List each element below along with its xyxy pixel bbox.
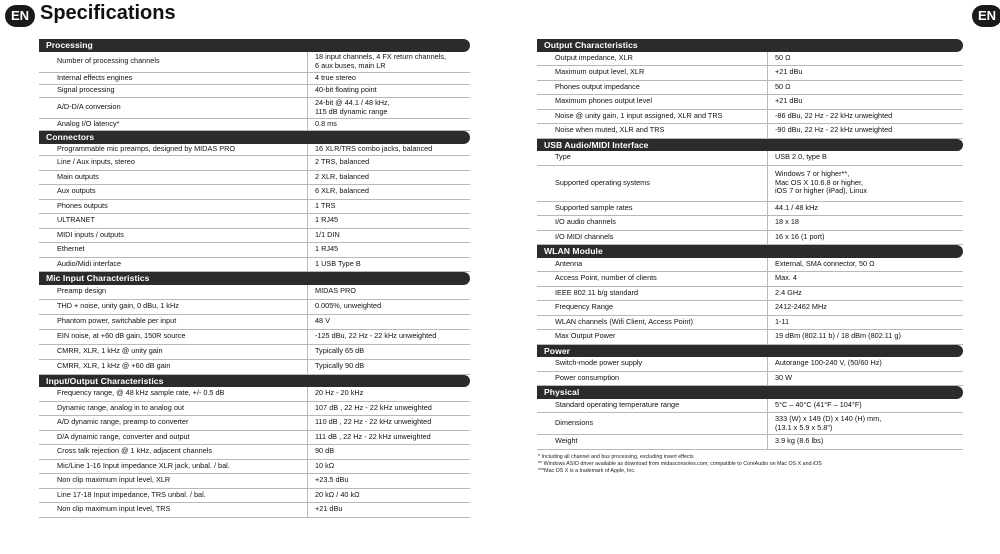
spec-label: Output impedance, XLR xyxy=(537,52,768,66)
spec-label: Dimensions xyxy=(537,413,768,434)
spec-value: Typically 90 dB xyxy=(315,361,365,371)
spec-row xyxy=(39,214,470,229)
spec-row xyxy=(537,399,963,414)
spec-row xyxy=(39,185,470,200)
spec-row xyxy=(537,202,963,217)
spec-value: 44.1 / 48 kHz xyxy=(775,202,818,212)
spec-label: Weight xyxy=(537,435,768,449)
section-header-mic-input-characteristics: Mic Input Characteristics xyxy=(39,272,470,285)
spec-value: 0.8 ms xyxy=(315,118,337,128)
spec-value: +21 dBu xyxy=(775,67,803,77)
spec-value: 2412-2462 MHz xyxy=(775,302,827,312)
spec-value: 1 USB Type B xyxy=(315,258,361,268)
spec-label: Max Output Power xyxy=(537,330,768,344)
spec-label: Noise when muted, XLR and TRS xyxy=(537,124,768,138)
spec-value: 6 XLR, balanced xyxy=(315,186,369,196)
spec-label: Aux outputs xyxy=(39,185,308,199)
spec-value: 48 V xyxy=(315,316,331,326)
spec-row xyxy=(39,243,470,258)
spec-value: 1 TRS xyxy=(315,200,336,210)
spec-row xyxy=(39,360,470,375)
spec-value: 0.005%, unweighted xyxy=(315,301,382,311)
spec-value: 2 TRS, balanced xyxy=(315,157,370,167)
spec-row xyxy=(537,357,963,372)
spec-label: CMRR, XLR, 1 kHz @ unity gain xyxy=(39,345,308,359)
spec-row xyxy=(39,402,470,417)
section-header-processing: Processing xyxy=(39,39,470,52)
section-header-power: Power xyxy=(537,345,963,358)
spec-row xyxy=(537,258,963,273)
spec-value: 4 true stereo xyxy=(315,72,356,82)
spec-value: 50 Ω xyxy=(775,81,791,91)
spec-row xyxy=(537,435,963,450)
spec-label: Cross talk rejection @ 1 kHz, adjacent channels xyxy=(39,445,308,459)
spec-label: Main outputs xyxy=(39,171,308,185)
language-badge: EN xyxy=(5,5,35,27)
spec-label: Signal processing xyxy=(39,85,308,97)
spec-row xyxy=(39,474,470,489)
page-title: Specifications xyxy=(40,2,176,24)
spec-row xyxy=(39,315,470,330)
left-spec-column xyxy=(39,39,470,518)
spec-row xyxy=(39,387,470,402)
spec-label: I/O audio channels xyxy=(537,216,768,230)
spec-value: 2.4 GHz xyxy=(775,287,802,297)
spec-value: +23.5 dBu xyxy=(315,475,349,485)
section-header-physical: Physical xyxy=(537,386,963,399)
spec-value: 90 dB xyxy=(315,446,335,456)
spec-value: 18 input channels, 4 FX return channels, 6 aux buses, main LR xyxy=(315,51,447,70)
language-badge-right: EN xyxy=(972,5,1000,27)
spec-label: Antenna xyxy=(537,258,768,272)
spec-row xyxy=(39,285,470,300)
spec-value: 333 (W) x 149 (D) x 140 (H) mm, (13.1 x 5.9 x 5.8") xyxy=(775,413,882,432)
spec-row xyxy=(537,95,963,110)
spec-row xyxy=(537,372,963,387)
spec-label: IEEE 802.11 b/g standard xyxy=(537,287,768,301)
spec-label: Noise @ unity gain, 1 input assigned, XLR and TRS xyxy=(537,110,768,124)
spec-row xyxy=(39,431,470,446)
spec-label: Programmable mic preamps, designed by MIDAS PRO xyxy=(39,144,308,156)
spec-label: Mic/Line 1-16 Input impedance XLR jack, unbal. / bal. xyxy=(39,460,308,474)
section-header-input-output-characteristics: Input/Output Characteristics xyxy=(39,375,470,388)
spec-label: Non clip maximum input level, TRS xyxy=(39,503,308,517)
spec-row xyxy=(39,200,470,215)
section-header-connectors: Connectors xyxy=(39,131,470,144)
spec-label: Dynamic range, analog in to analog out xyxy=(39,402,308,416)
spec-label: Phantom power, switchable per input xyxy=(39,315,308,329)
spec-value: 1 RJ45 xyxy=(315,244,339,254)
spec-row xyxy=(39,330,470,345)
spec-label: MIDI inputs / outputs xyxy=(39,229,308,243)
spec-label: Frequency Range xyxy=(537,301,768,315)
spec-value: 1 RJ45 xyxy=(315,215,339,225)
spec-value: 2 XLR, balanced xyxy=(315,171,369,181)
spec-value: 1-11 xyxy=(775,316,790,326)
spec-value: +21 dBu xyxy=(775,96,803,106)
spec-value: 24-bit @ 44.1 / 48 kHz, 115 dB dynamic range xyxy=(315,97,390,116)
spec-row xyxy=(537,301,963,316)
spec-row xyxy=(537,287,963,302)
spec-label: Switch-mode power supply xyxy=(537,357,768,371)
spec-value: 20 Hz - 20 kHz xyxy=(315,388,364,398)
spec-row xyxy=(39,73,470,86)
spec-value: 5°C – 40°C (41°F – 104°F) xyxy=(775,399,862,409)
spec-row xyxy=(537,272,963,287)
spec-value: External, SMA connector, 50 Ω xyxy=(775,258,875,268)
footnote: ** Windows ASIO driver available as download from midasconsoles.com; compatible to CoreAudio on Mac OS X and iOS xyxy=(538,460,822,467)
spec-row xyxy=(39,300,470,315)
spec-value: Typically 65 dB xyxy=(315,346,365,356)
spec-row xyxy=(537,151,963,166)
spec-label: Line 17-18 Input impedance, TRS unbal. / bal. xyxy=(39,489,308,503)
spec-row xyxy=(39,258,470,273)
spec-row xyxy=(39,171,470,186)
spec-label: Access Point, number of clients xyxy=(537,272,768,286)
spec-label: THD + noise, unity gain, 0 dBu, 1 kHz xyxy=(39,300,308,314)
spec-label: D/A dynamic range, converter and output xyxy=(39,431,308,445)
spec-value: 111 dB , 22 Hz - 22 kHz unweighted xyxy=(315,431,431,441)
spec-row xyxy=(39,445,470,460)
spec-row xyxy=(537,81,963,96)
spec-row xyxy=(39,229,470,244)
spec-row xyxy=(537,413,963,435)
spec-value: Max. 4 xyxy=(775,273,797,283)
spec-row xyxy=(537,316,963,331)
spec-value: 50 Ω xyxy=(775,52,791,62)
section-header-output-characteristics: Output Characteristics xyxy=(537,39,963,52)
spec-value: 18 x 18 xyxy=(775,217,799,227)
spec-row xyxy=(537,66,963,81)
spec-label: Ethernet xyxy=(39,243,308,257)
spec-value: -125 dBu, 22 Hz - 22 kHz unweighted xyxy=(315,331,437,341)
spec-label: Supported operating systems xyxy=(537,166,768,201)
spec-label: Line / Aux inputs, stereo xyxy=(39,156,308,170)
spec-value: 16 x 16 (1 port) xyxy=(775,231,825,241)
right-spec-column xyxy=(537,39,963,475)
footnotes xyxy=(537,454,963,475)
spec-row xyxy=(39,85,470,98)
spec-value: -90 dBu, 22 Hz - 22 kHz unweighted xyxy=(775,125,893,135)
footnote: * Including all channel and bus processing, excluding insert effects xyxy=(538,453,694,460)
spec-label: Frequency range, @ 48 kHz sample rate, +/- 0.5 dB xyxy=(39,387,308,401)
section-header-usb-audio-midi-interface: USB Audio/MIDI Interface xyxy=(537,139,963,152)
footnote: ***Mac OS X is a trademark of Apple, Inc. xyxy=(538,467,636,474)
spec-label: Analog I/O latency* xyxy=(39,119,308,131)
spec-row xyxy=(537,110,963,125)
spec-value: 1/1 DIN xyxy=(315,229,340,239)
spec-row xyxy=(39,416,470,431)
spec-value: 19 dBm (802.11 b) / 18 dBm (802.11 g) xyxy=(775,331,901,341)
spec-value: Windows 7 or higher**, Mac OS X 10.6.8 or higher, iOS 7 or higher (iPad), Linux xyxy=(775,168,868,196)
spec-label: Non clip maximum input level, XLR xyxy=(39,474,308,488)
spec-label: Phones output impedance xyxy=(537,81,768,95)
spec-label: Power consumption xyxy=(537,372,768,386)
spec-label: A/D-D/A conversion xyxy=(39,98,308,118)
spec-label: A/D dynamic range, preamp to converter xyxy=(39,416,308,430)
spec-label: CMRR, XLR, 1 kHz @ +60 dB gain xyxy=(39,360,308,374)
spec-label: Audio/Midi interface xyxy=(39,258,308,272)
spec-row xyxy=(537,166,963,202)
spec-row xyxy=(537,216,963,231)
spec-value: 16 XLR/TRS combo jacks, balanced xyxy=(315,143,433,153)
spec-label: Type xyxy=(537,151,768,165)
spec-label: Standard operating temperature range xyxy=(537,399,768,413)
spec-value: 3.9 kg (8.6 lbs) xyxy=(775,436,824,446)
spec-label: Maximum output level, XLR xyxy=(537,66,768,80)
spec-value: USB 2.0, type B xyxy=(775,152,827,162)
spec-row xyxy=(39,503,470,518)
spec-row xyxy=(537,52,963,67)
spec-value: 110 dB , 22 Hz - 22 kHz unweighted xyxy=(315,417,432,427)
spec-row xyxy=(39,489,470,504)
spec-row xyxy=(39,460,470,475)
spec-value: +21 dBu xyxy=(315,504,343,514)
spec-row xyxy=(537,124,963,139)
spec-value: 30 W xyxy=(775,372,793,382)
spec-label: WLAN channels (Wifi Client, Access Point) xyxy=(537,316,768,330)
spec-row xyxy=(39,119,470,132)
section-header-wlan-module: WLAN Module xyxy=(537,245,963,258)
spec-value: 40-bit floating point xyxy=(315,85,377,95)
spec-value: 20 kΩ / 40 kΩ xyxy=(315,489,360,499)
spec-row xyxy=(39,52,470,73)
spec-row xyxy=(39,345,470,360)
spec-value: 10 kΩ xyxy=(315,460,335,470)
spec-row xyxy=(39,156,470,171)
spec-value: -86 dBu, 22 Hz - 22 kHz unweighted xyxy=(775,110,893,120)
spec-value: Autorange 100-240 V, (50/60 Hz) xyxy=(775,358,882,368)
spec-label: Internal effects engines xyxy=(39,73,308,85)
spec-row xyxy=(537,231,963,246)
spec-value: MIDAS PRO xyxy=(315,286,356,296)
spec-label: EIN noise, at +60 dB gain, 150R source xyxy=(39,330,308,344)
spec-value: 107 dB , 22 Hz - 22 kHz unweighted xyxy=(315,402,432,412)
spec-row xyxy=(537,330,963,345)
spec-label: Supported sample rates xyxy=(537,202,768,216)
spec-label: ULTRANET xyxy=(39,214,308,228)
spec-label: Number of processing channels xyxy=(39,52,308,72)
spec-row xyxy=(39,98,470,119)
spec-label: Phones outputs xyxy=(39,200,308,214)
spec-label: Maximum phones output level xyxy=(537,95,768,109)
spec-row xyxy=(39,144,470,157)
spec-label: I/O MIDI channels xyxy=(537,231,768,245)
spec-label: Preamp design xyxy=(39,285,308,299)
